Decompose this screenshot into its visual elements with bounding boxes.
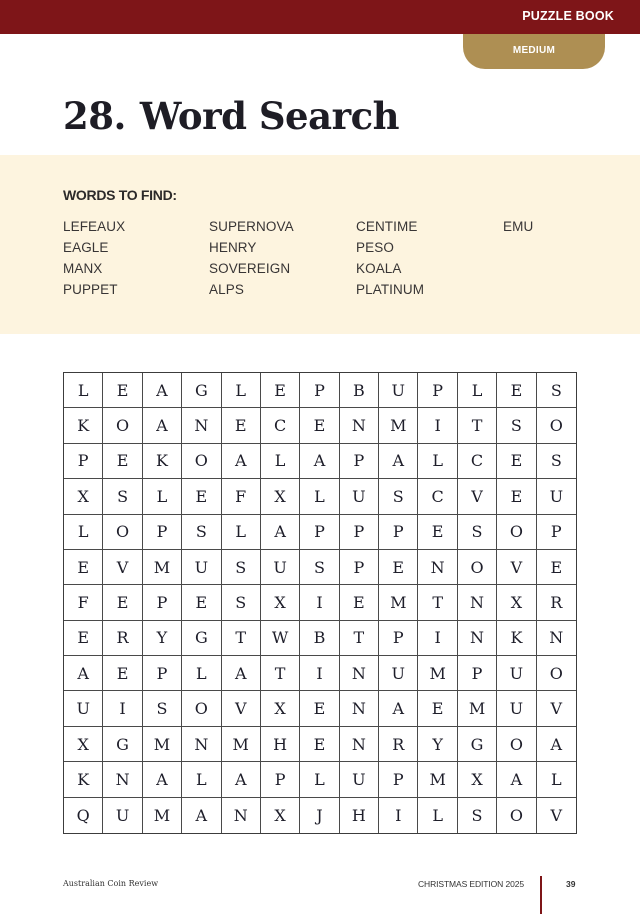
grid-cell[interactable]: A xyxy=(379,691,418,726)
words-to-find-heading: WORDS TO FIND: xyxy=(63,187,177,203)
grid-cell[interactable]: Y xyxy=(418,727,457,762)
grid-cell[interactable]: M xyxy=(379,408,418,443)
grid-cell[interactable]: M xyxy=(143,550,182,585)
grid-cell[interactable]: E xyxy=(182,479,221,514)
grid-cell[interactable]: N xyxy=(103,762,142,797)
grid-cell[interactable]: U xyxy=(379,656,418,691)
grid-cell[interactable]: A xyxy=(64,656,103,691)
grid-cell[interactable]: L xyxy=(418,798,457,833)
grid-cell[interactable]: X xyxy=(64,479,103,514)
grid-cell[interactable]: M xyxy=(379,585,418,620)
grid-cell[interactable]: T xyxy=(418,585,457,620)
grid-cell[interactable]: O xyxy=(497,515,536,550)
difficulty-badge: MEDIUM xyxy=(463,34,605,69)
grid-cell[interactable]: C xyxy=(418,479,457,514)
grid-cell[interactable]: E xyxy=(379,550,418,585)
grid-cell[interactable]: P xyxy=(143,515,182,550)
puzzle-title: Word Search xyxy=(139,94,399,138)
grid-cell[interactable]: M xyxy=(143,798,182,833)
word-slot-empty xyxy=(503,281,603,302)
grid-cell[interactable]: X xyxy=(64,727,103,762)
grid-cell[interactable]: O xyxy=(103,515,142,550)
grid-cell[interactable]: V xyxy=(103,550,142,585)
grid-cell[interactable]: P xyxy=(300,515,339,550)
word-item: SOVEREIGN xyxy=(209,261,291,276)
grid-cell[interactable]: E xyxy=(64,621,103,656)
word-item: PESO xyxy=(356,240,394,255)
grid-cell[interactable]: Y xyxy=(143,621,182,656)
grid-cell[interactable]: U xyxy=(64,691,103,726)
grid-cell[interactable]: X xyxy=(261,691,300,726)
grid-cell[interactable]: S xyxy=(497,408,536,443)
grid-cell[interactable]: E xyxy=(497,479,536,514)
grid-cell[interactable]: S xyxy=(222,585,261,620)
grid-cell[interactable]: A xyxy=(222,762,261,797)
grid-cell[interactable]: O xyxy=(182,691,221,726)
grid-cell[interactable]: E xyxy=(261,373,300,408)
grid-cell[interactable]: N xyxy=(182,408,221,443)
word-item: ALPS xyxy=(209,282,244,297)
grid-cell[interactable]: T xyxy=(261,656,300,691)
word-item: EMU xyxy=(503,219,534,234)
grid-cell[interactable]: A xyxy=(261,515,300,550)
grid-cell[interactable]: S xyxy=(458,515,497,550)
grid-cell[interactable]: X xyxy=(261,798,300,833)
grid-cell[interactable]: L xyxy=(300,762,339,797)
grid-cell[interactable]: J xyxy=(300,798,339,833)
grid-cell[interactable]: L xyxy=(300,479,339,514)
grid-cell[interactable]: N xyxy=(458,621,497,656)
grid-cell[interactable]: O xyxy=(537,656,576,691)
grid-cell[interactable]: E xyxy=(537,550,576,585)
grid-cell[interactable]: P xyxy=(379,762,418,797)
grid-cell[interactable]: O xyxy=(537,408,576,443)
grid-cell[interactable]: M xyxy=(143,727,182,762)
grid-cell[interactable]: K xyxy=(497,621,536,656)
word-slot-empty xyxy=(503,239,603,260)
grid-cell[interactable]: I xyxy=(418,621,457,656)
grid-cell[interactable]: G xyxy=(182,621,221,656)
page-title xyxy=(63,94,399,138)
grid-cell[interactable]: O xyxy=(182,444,221,479)
grid-cell[interactable]: N xyxy=(340,656,379,691)
grid-cell[interactable]: E xyxy=(300,691,339,726)
grid-cell[interactable]: U xyxy=(379,373,418,408)
grid-cell[interactable]: S xyxy=(537,373,576,408)
grid-cell[interactable]: L xyxy=(261,444,300,479)
grid-cell[interactable]: R xyxy=(379,727,418,762)
word-item: KOALA xyxy=(356,261,402,276)
grid-cell[interactable]: E xyxy=(300,727,339,762)
grid-cell[interactable]: S xyxy=(222,550,261,585)
grid-cell[interactable]: N xyxy=(340,727,379,762)
word-item: MANX xyxy=(63,261,103,276)
grid-cell[interactable]: P xyxy=(340,550,379,585)
grid-cell[interactable]: S xyxy=(458,798,497,833)
footer-divider xyxy=(540,876,542,914)
grid-cell[interactable]: V xyxy=(537,691,576,726)
grid-cell[interactable]: N xyxy=(340,408,379,443)
grid-cell[interactable]: K xyxy=(64,408,103,443)
word-item: PLATINUM xyxy=(356,282,425,297)
grid-cell[interactable]: P xyxy=(300,373,339,408)
grid-cell[interactable]: E xyxy=(418,515,457,550)
grid-cell[interactable]: L xyxy=(222,373,261,408)
grid-cell[interactable]: N xyxy=(182,727,221,762)
edition-label: CHRISTMAS EDITION 2025 xyxy=(418,879,524,889)
grid-cell[interactable]: H xyxy=(340,798,379,833)
grid-cell[interactable]: G xyxy=(182,373,221,408)
page-number: 39 xyxy=(566,879,576,889)
grid-cell[interactable]: S xyxy=(103,479,142,514)
grid-cell[interactable]: N xyxy=(418,550,457,585)
grid-cell[interactable]: L xyxy=(222,515,261,550)
grid-cell[interactable]: V xyxy=(550,805,563,825)
grid-cell[interactable]: E xyxy=(182,585,221,620)
grid-cell[interactable]: M xyxy=(418,762,457,797)
grid-cell[interactable]: I xyxy=(379,798,418,833)
word-item: LEFEAUX xyxy=(63,219,126,234)
grid-cell[interactable]: X xyxy=(261,585,300,620)
grid-cell[interactable]: I xyxy=(300,585,339,620)
grid-cell[interactable]: A xyxy=(537,727,576,762)
grid-cell[interactable]: P xyxy=(143,656,182,691)
grid-cell[interactable]: X xyxy=(497,585,536,620)
word-search-grid[interactable] xyxy=(63,372,577,834)
grid-cell[interactable]: G xyxy=(458,727,497,762)
grid-cell[interactable]: S xyxy=(537,444,576,479)
grid-cell[interactable]: L xyxy=(418,444,457,479)
grid-cell[interactable]: C xyxy=(261,408,300,443)
word-item: CENTIME xyxy=(356,219,418,234)
grid-cell[interactable]: V xyxy=(458,479,497,514)
grid-cell[interactable]: O xyxy=(458,550,497,585)
grid-cell[interactable]: R xyxy=(103,621,142,656)
grid-cell[interactable]: P xyxy=(64,444,103,479)
grid-cell[interactable]: A xyxy=(143,408,182,443)
grid-cell[interactable]: T xyxy=(222,621,261,656)
grid-cell[interactable]: L xyxy=(537,762,576,797)
grid-cell[interactable]: P xyxy=(537,515,576,550)
grid-cell[interactable]: A xyxy=(300,444,339,479)
grid-cell[interactable]: N xyxy=(340,691,379,726)
grid-cell[interactable]: P xyxy=(261,762,300,797)
grid-cell[interactable]: M xyxy=(458,691,497,726)
grid-cell[interactable]: E xyxy=(300,408,339,443)
grid-cell[interactable]: M xyxy=(418,656,457,691)
grid-cell[interactable]: N xyxy=(537,621,576,656)
grid-cell[interactable]: U xyxy=(497,656,536,691)
grid-cell[interactable]: R xyxy=(537,585,576,620)
grid-cell[interactable]: E xyxy=(418,691,457,726)
grid-cell[interactable]: I xyxy=(300,656,339,691)
grid-cell[interactable]: V xyxy=(222,691,261,726)
grid-cell[interactable]: S xyxy=(182,515,221,550)
grid-cell[interactable]: A xyxy=(143,762,182,797)
grid-cell[interactable]: P xyxy=(458,656,497,691)
grid-cell[interactable]: P xyxy=(418,373,457,408)
grid-cell[interactable]: P xyxy=(379,621,418,656)
grid-cell[interactable]: L xyxy=(64,515,103,550)
grid-cell[interactable]: A xyxy=(222,444,261,479)
grid-cell[interactable]: K xyxy=(143,444,182,479)
grid-cell[interactable]: V xyxy=(497,550,536,585)
grid-cell[interactable]: U xyxy=(182,550,221,585)
grid-cell[interactable]: I xyxy=(418,408,457,443)
grid-cell[interactable]: A xyxy=(222,656,261,691)
grid-cell[interactable]: W xyxy=(261,621,300,656)
grid-cell[interactable]: A xyxy=(497,762,536,797)
grid-cell[interactable]: L xyxy=(182,656,221,691)
grid-cell[interactable]: F xyxy=(64,585,103,620)
grid-cell[interactable]: E xyxy=(222,408,261,443)
grid-cell[interactable]: T xyxy=(340,621,379,656)
grid-cell[interactable]: S xyxy=(300,550,339,585)
grid-cell[interactable]: U xyxy=(497,691,536,726)
grid-cell[interactable]: Q xyxy=(64,798,103,833)
grid-cell[interactable]: B xyxy=(340,373,379,408)
grid-cell[interactable]: N xyxy=(222,798,261,833)
grid-cell[interactable]: L xyxy=(458,373,497,408)
grid-cell[interactable]: E xyxy=(103,373,142,408)
word-item: EAGLE xyxy=(63,240,109,255)
grid-cell[interactable]: E xyxy=(103,444,142,479)
puzzle-number: 28. xyxy=(63,94,126,138)
grid-cell[interactable]: E xyxy=(103,656,142,691)
grid-cell[interactable]: X xyxy=(261,479,300,514)
grid-cell[interactable]: U xyxy=(537,479,576,514)
grid-cell[interactable]: P xyxy=(143,585,182,620)
grid-cell[interactable]: E xyxy=(497,373,536,408)
word-item: PUPPET xyxy=(63,282,118,297)
grid-cell[interactable]: I xyxy=(103,691,142,726)
word-list xyxy=(63,218,603,302)
grid-cell[interactable]: U xyxy=(261,550,300,585)
word-slot-empty xyxy=(503,260,603,281)
grid-cell[interactable]: E xyxy=(340,585,379,620)
grid-cell[interactable]: N xyxy=(458,585,497,620)
grid-cell[interactable]: U xyxy=(340,762,379,797)
grid-cell[interactable]: A xyxy=(182,798,221,833)
grid-cell[interactable]: P xyxy=(340,444,379,479)
grid-cell[interactable]: A xyxy=(379,444,418,479)
publication-name: Australian Coin Review xyxy=(63,879,159,888)
grid-cell[interactable]: K xyxy=(64,762,103,797)
grid-cell[interactable]: T xyxy=(458,408,497,443)
grid-cell[interactable]: P xyxy=(340,515,379,550)
grid-cell[interactable]: P xyxy=(379,515,418,550)
grid-cell[interactable]: H xyxy=(261,727,300,762)
grid-cell[interactable]: C xyxy=(458,444,497,479)
grid-cell[interactable]: O xyxy=(103,408,142,443)
grid-cell[interactable]: U xyxy=(103,798,142,833)
grid-cell[interactable]: L xyxy=(64,373,103,408)
grid-cell[interactable]: M xyxy=(222,727,261,762)
grid-cell[interactable]: E xyxy=(497,444,536,479)
grid-cell[interactable]: B xyxy=(300,621,339,656)
grid-cell[interactable]: S xyxy=(379,479,418,514)
grid-cell[interactable]: O xyxy=(497,798,536,833)
grid-cell[interactable]: E xyxy=(103,585,142,620)
header-bar xyxy=(0,0,640,34)
grid-cell[interactable]: E xyxy=(64,550,103,585)
word-item: SUPERNOVA xyxy=(209,219,294,234)
grid-cell[interactable]: A xyxy=(143,373,182,408)
grid-cell[interactable]: G xyxy=(103,727,142,762)
grid-cell[interactable]: X xyxy=(458,762,497,797)
section-label: PUZZLE BOOK xyxy=(522,9,614,23)
grid-cell[interactable]: L xyxy=(182,762,221,797)
grid-cell[interactable]: U xyxy=(340,479,379,514)
grid-cell[interactable]: S xyxy=(143,691,182,726)
word-item: HENRY xyxy=(209,240,257,255)
grid-cell[interactable]: L xyxy=(143,479,182,514)
grid-cell[interactable]: F xyxy=(222,479,261,514)
grid-cell[interactable]: O xyxy=(497,727,536,762)
